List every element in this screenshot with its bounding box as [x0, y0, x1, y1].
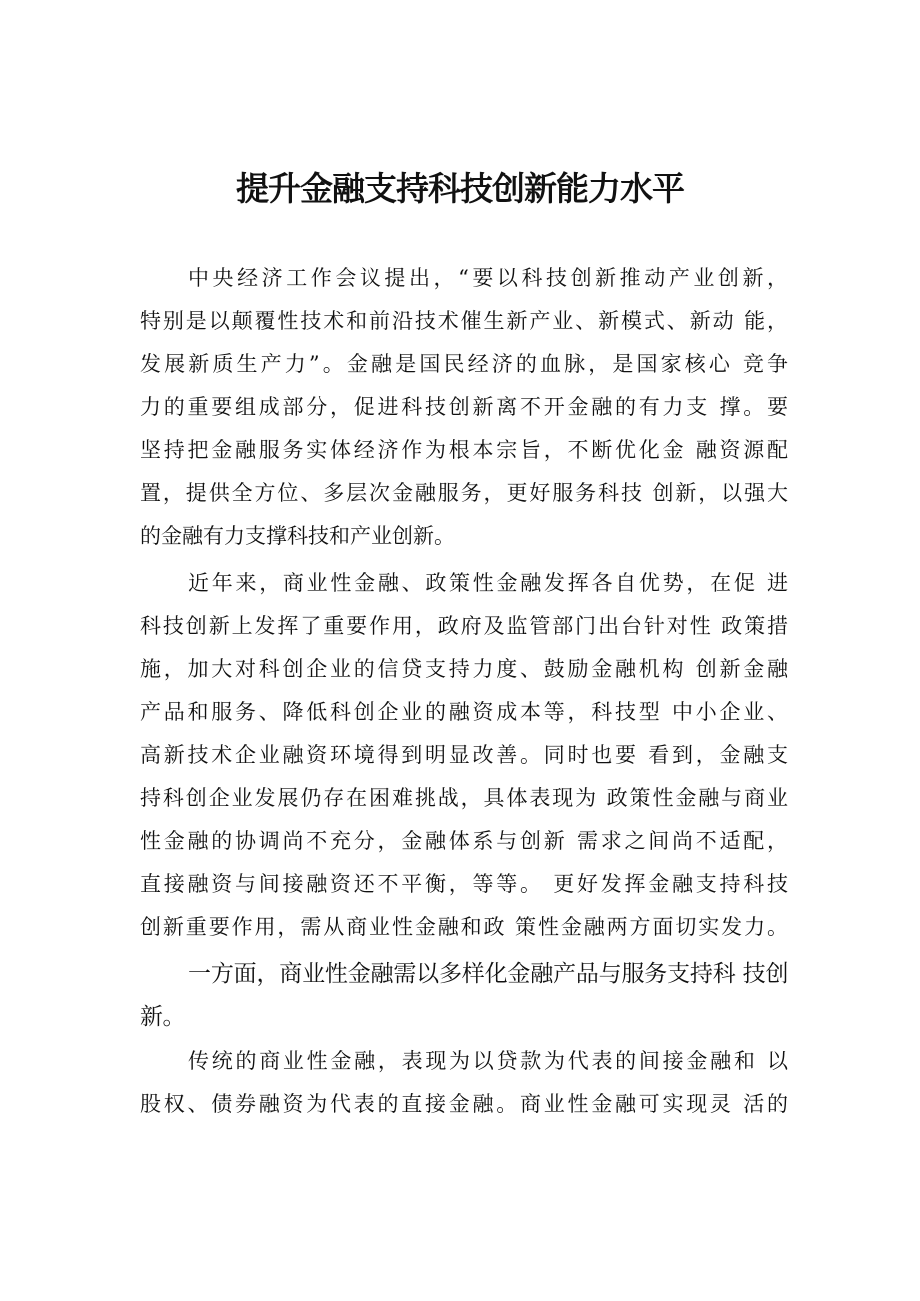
- paragraph-1-line: 特别是以颠覆性技术和前沿技术催生新产业、新模式、新动 能，: [140, 309, 788, 333]
- section-heading-line: 一方面，商业性金融需以多样化金融产品与服务支持科 技创: [188, 961, 788, 987]
- paragraph-1-line: 的金融有力支撑科技和产业创新。: [140, 524, 455, 548]
- paragraph-1-line: 中央经济工作会议提出，“要以科技创新推动产业创新，: [188, 266, 788, 290]
- paragraph-3-line: 股权、债券融资为代表的直接金融。商业性金融可实现灵 活的: [140, 1092, 788, 1116]
- paragraph-2-line: 高新技术企业融资环境得到明显改善。同时也要 看到，金融支: [140, 743, 788, 767]
- document-title: 提升金融支持科技创新能力水平: [236, 169, 684, 208]
- paragraph-2-line: 持科创企业发展仍存在困难挑战，具体表现为 政策性金融与商业: [140, 786, 788, 810]
- paragraph-2-line: 近年来，商业性金融、政策性金融发挥各自优势，在促 进: [188, 571, 788, 595]
- paragraph-2-line: 施，加大对科创企业的信贷支持力度、鼓励金融机构 创新金融: [140, 657, 788, 681]
- paragraph-1-line: 发展新质生产力”。金融是国民经济的血脉，是国家核心 竞争: [140, 352, 788, 376]
- paragraph-2-line: 产品和服务、降低科创企业的融资成本等，科技型 中小企业、: [140, 700, 788, 724]
- paragraph-2-line: 直接融资与间接融资还不平衡，等等。 更好发挥金融支持科技: [140, 872, 788, 896]
- paragraph-1-line: 置，提供全方位、多层次金融服务，更好服务科技 创新，以强大: [140, 481, 788, 505]
- paragraph-2-line: 科技创新上发挥了重要作用，政府及监管部门出台针对性 政策措: [140, 614, 788, 638]
- paragraph-2-line: 创新重要作用，需从商业性金融和政 策性金融两方面切实发力。: [140, 915, 788, 939]
- paragraph-3-line: 传统的商业性金融，表现为以贷款为代表的间接金融和 以: [188, 1049, 788, 1073]
- paragraph-2-line: 性金融的协调尚不充分，金融体系与创新 需求之间尚不适配，: [140, 829, 788, 853]
- paragraph-1-line: 坚持把金融服务实体经济作为根本宗旨，不断优化金 融资源配: [140, 438, 788, 462]
- paragraph-1-line: 力的重要组成部分，促进科技创新离不开金融的有力支 撑。要: [140, 395, 788, 419]
- section-heading-line: 新。: [140, 1004, 185, 1030]
